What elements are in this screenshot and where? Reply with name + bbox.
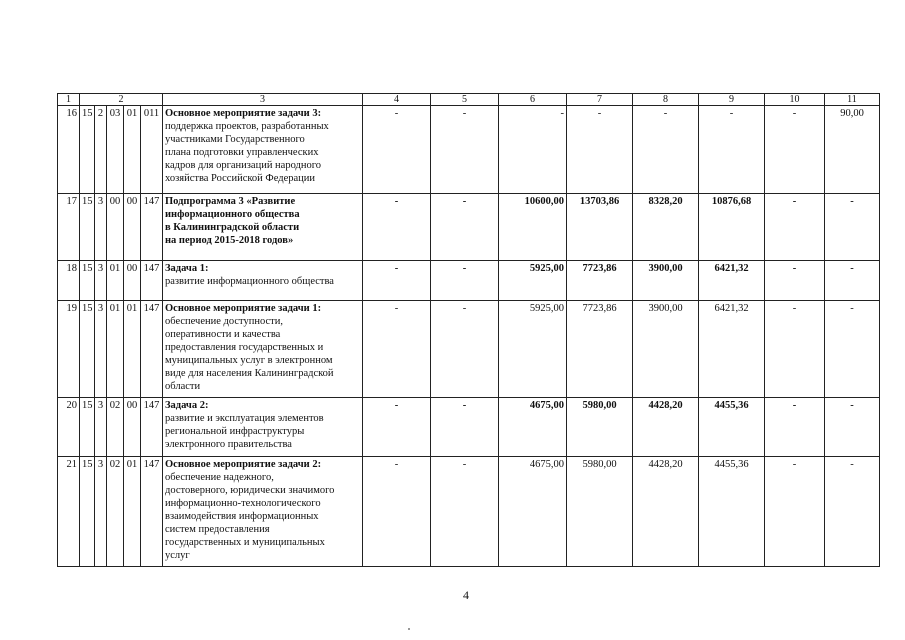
- code-cell: 3: [95, 301, 107, 398]
- value-cell: 5925,00: [499, 261, 567, 301]
- value-cell: 7723,86: [567, 301, 633, 398]
- code-cell: 15: [80, 106, 95, 194]
- value-cell: -: [363, 301, 431, 398]
- value-cell: -: [825, 301, 880, 398]
- code-cell: 01: [124, 106, 141, 194]
- row-number: 19: [58, 301, 80, 398]
- value-cell: 4455,36: [699, 457, 765, 567]
- value-cell: -: [765, 301, 825, 398]
- code-cell: 2: [95, 106, 107, 194]
- description-cell: [163, 261, 363, 301]
- code-cell: 147: [141, 398, 163, 457]
- row-number: 18: [58, 261, 80, 301]
- value-cell: -: [363, 194, 431, 261]
- value-cell: -: [765, 106, 825, 194]
- code-cell: 15: [80, 261, 95, 301]
- code-cell: 3: [95, 261, 107, 301]
- code-cell: 00: [124, 261, 141, 301]
- row-number: 16: [58, 106, 80, 194]
- code-cell: 147: [141, 301, 163, 398]
- header-col-9: 9: [699, 94, 765, 106]
- description-text: развитие и эксплуатация элементов региональной инфраструктуры электронного правительства: [165, 413, 324, 450]
- value-cell: -: [363, 398, 431, 457]
- value-cell: 10876,68: [699, 194, 765, 261]
- value-cell: -: [363, 457, 431, 567]
- program-table: [57, 93, 880, 567]
- code-cell: 01: [107, 301, 124, 398]
- description-text: поддержка проектов, разработанных участниками Государственного плана подготовки управленческих кадров для организаций народного хозяйства Российской Федерации: [165, 121, 329, 184]
- value-cell: 5925,00: [499, 301, 567, 398]
- header-col-2: 2: [80, 94, 163, 106]
- value-cell: -: [825, 194, 880, 261]
- value-cell: -: [431, 301, 499, 398]
- value-cell: 4675,00: [499, 457, 567, 567]
- header-col-1: 1: [58, 94, 80, 106]
- table-row: [58, 398, 880, 457]
- description-title: Основное мероприятие задачи 3:: [165, 108, 322, 119]
- description-cell: [163, 194, 363, 261]
- table-row: [58, 261, 880, 301]
- description-title: Основное мероприятие задачи 2:: [165, 459, 322, 470]
- code-cell: 00: [124, 398, 141, 457]
- code-cell: 00: [124, 194, 141, 261]
- header-row: [58, 94, 880, 106]
- value-cell: -: [431, 261, 499, 301]
- description-cell: [163, 106, 363, 194]
- value-cell: -: [699, 106, 765, 194]
- value-cell: -: [363, 106, 431, 194]
- description-text: развитие информационного общества: [165, 276, 334, 287]
- code-cell: 02: [107, 398, 124, 457]
- code-cell: 3: [95, 194, 107, 261]
- row-number: 17: [58, 194, 80, 261]
- value-cell: 4428,20: [633, 457, 699, 567]
- value-cell: -: [633, 106, 699, 194]
- value-cell: 3900,00: [633, 261, 699, 301]
- value-cell: 6421,32: [699, 261, 765, 301]
- row-number: 20: [58, 398, 80, 457]
- table-row: [58, 106, 880, 194]
- header-col-7: 7: [567, 94, 633, 106]
- value-cell: -: [765, 261, 825, 301]
- value-cell: -: [825, 398, 880, 457]
- page-number: 4: [463, 588, 469, 602]
- value-cell: -: [431, 194, 499, 261]
- value-cell: -: [825, 261, 880, 301]
- code-cell: 02: [107, 457, 124, 567]
- description-title: Задача 1:: [165, 263, 209, 274]
- code-cell: 147: [141, 457, 163, 567]
- value-cell: -: [765, 194, 825, 261]
- code-cell: 01: [124, 457, 141, 567]
- value-cell: -: [567, 106, 633, 194]
- code-cell: 3: [95, 398, 107, 457]
- header-col-6: 6: [499, 94, 567, 106]
- table-row: [58, 301, 880, 398]
- code-cell: 15: [80, 301, 95, 398]
- code-cell: 01: [124, 301, 141, 398]
- value-cell: -: [431, 457, 499, 567]
- code-cell: 03: [107, 106, 124, 194]
- header-col-5: 5: [431, 94, 499, 106]
- description-title: Задача 2:: [165, 400, 209, 411]
- scan-speck: [408, 628, 410, 630]
- value-cell: 4675,00: [499, 398, 567, 457]
- value-cell: 4428,20: [633, 398, 699, 457]
- header-col-3: 3: [163, 94, 363, 106]
- value-cell: 5980,00: [567, 398, 633, 457]
- code-cell: 147: [141, 194, 163, 261]
- value-cell: -: [765, 398, 825, 457]
- code-cell: 147: [141, 261, 163, 301]
- description-cell: [163, 301, 363, 398]
- description-text: обеспечение доступности, оперативности и качества предоставления государственных и муниципальных услуг в электронном виде для населения Калининградской области: [165, 316, 334, 392]
- header-col-4: 4: [363, 94, 431, 106]
- value-cell: -: [363, 261, 431, 301]
- value-cell: -: [499, 106, 567, 194]
- code-cell: 15: [80, 398, 95, 457]
- description-text: обеспечение надежного, достоверного, юридически значимого информационно-технологического взаимодействия информационных систем предоставления государственных и муниципальных услуг: [165, 472, 335, 561]
- header-col-8: 8: [633, 94, 699, 106]
- header-col-11: 11: [825, 94, 880, 106]
- value-cell: 90,00: [825, 106, 880, 194]
- code-cell: 15: [80, 457, 95, 567]
- value-cell: 5980,00: [567, 457, 633, 567]
- value-cell: 13703,86: [567, 194, 633, 261]
- code-cell: 00: [107, 194, 124, 261]
- description-cell: [163, 398, 363, 457]
- value-cell: -: [431, 106, 499, 194]
- row-number: 21: [58, 457, 80, 567]
- code-cell: 01: [107, 261, 124, 301]
- value-cell: 8328,20: [633, 194, 699, 261]
- value-cell: -: [765, 457, 825, 567]
- value-cell: 6421,32: [699, 301, 765, 398]
- value-cell: -: [825, 457, 880, 567]
- description-title: Подпрограмма 3 «Развитие информационного общества в Калининградской области на период 2015-2018 годов»: [165, 196, 300, 246]
- table-row: [58, 457, 880, 567]
- value-cell: 10600,00: [499, 194, 567, 261]
- header-col-10: 10: [765, 94, 825, 106]
- table-row: [58, 194, 880, 261]
- code-cell: 011: [141, 106, 163, 194]
- code-cell: 15: [80, 194, 95, 261]
- description-cell: [163, 457, 363, 567]
- code-cell: 3: [95, 457, 107, 567]
- description-title: Основное мероприятие задачи 1:: [165, 303, 322, 314]
- value-cell: 7723,86: [567, 261, 633, 301]
- value-cell: 4455,36: [699, 398, 765, 457]
- value-cell: -: [431, 398, 499, 457]
- value-cell: 3900,00: [633, 301, 699, 398]
